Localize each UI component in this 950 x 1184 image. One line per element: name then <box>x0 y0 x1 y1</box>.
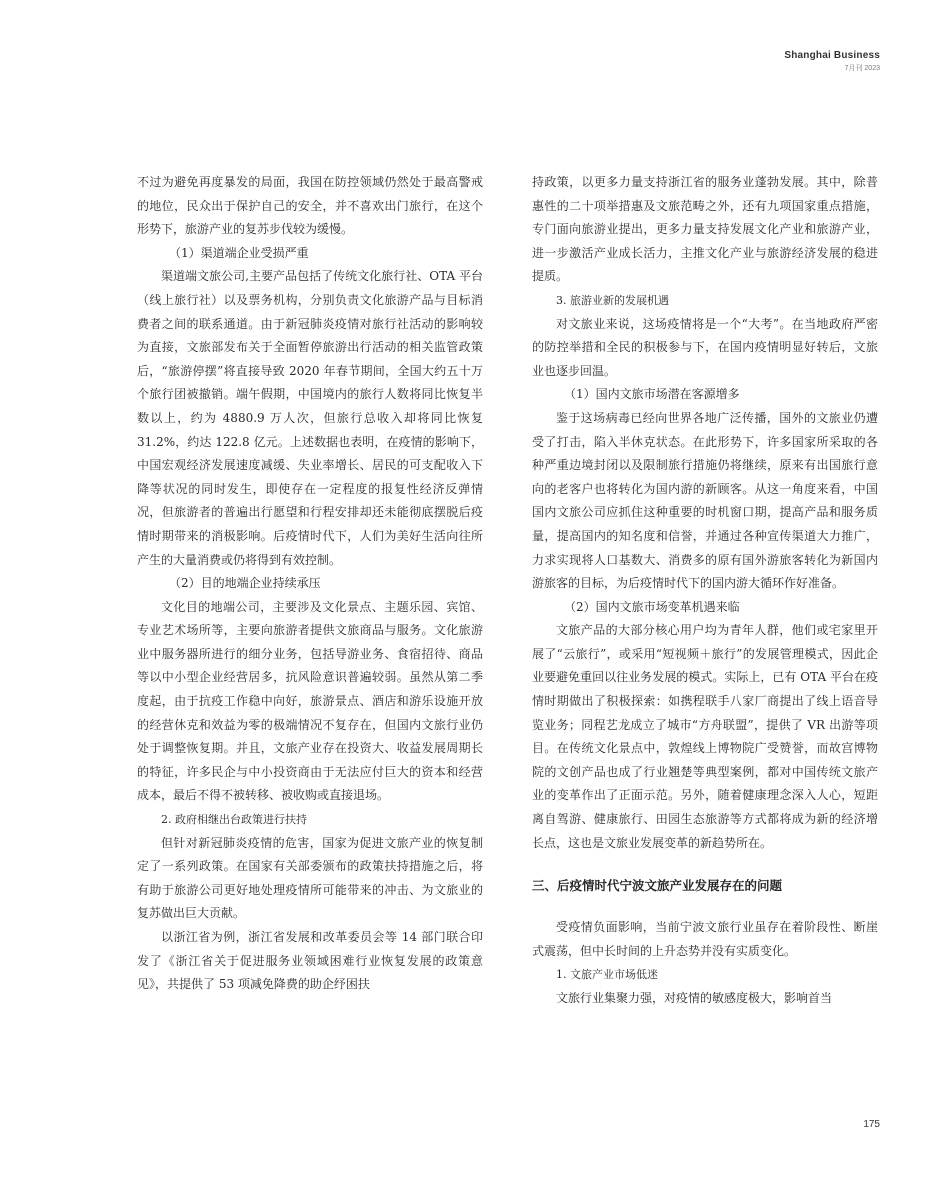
subheading: （1）国内文旅市场潜在客源增多 <box>564 387 740 402</box>
journal-header <box>784 50 880 73</box>
paragraph: 对文旅业来说，这场疫情将是一个“大考”。在当地政府严密的防控举措和全民的积极参与下，在国内疫情明显好转后，文旅业也逐步回温。 <box>532 316 878 378</box>
paragraph: 受疫情负面影响，当前宁波文旅行业虽存在着阶段性、断崖式震荡，但中长时间的上升态势并没有实质变化。 <box>532 920 878 958</box>
section-heading: 三、后疫情时代宁波文旅产业发展存在的问题 <box>532 878 783 894</box>
paragraph: 文旅行业集聚力强，对疫情的敏感度极大，影响首当 <box>556 991 833 1005</box>
subheading: 3. 旅游业新的发展机遇 <box>556 293 669 307</box>
journal-issue: 7月刊 2023 <box>844 65 880 72</box>
paragraph: 鉴于这场病毒已经向世界各地广泛传播，国外的文旅业仍遭受了打击，陷入半休克状态。在此形势下，许多国家所采取的各种严重边境封闭以及限制旅行措施仍将继续，原来有出国旅行意向的老客户也将转化为国内游的新顾客。从这一角度来看，中国国内文旅公司应抓住这种重要的时机窗口期，提高产品和服务质量，提高国内的知名度和信誉，并通过各种宣传渠道大力推广，力求实现将人口基数大、消费多的原有国外游旅客转化为新国内游旅客的目标，为后疫情时代下的国内游大循环作好准备。 <box>532 410 878 591</box>
subheading: （2）目的地端企业持续承压 <box>169 576 321 591</box>
journal-brand: Shanghai Business <box>784 50 880 61</box>
subheading: 1. 文旅产业市场低迷 <box>556 968 658 982</box>
paragraph: 以浙江省为例，浙江省发展和改革委员会等 14 部门联合印发了《浙江省关于促进服务业领域困难行业恢复发展的政策意见》，共提供了 53 项减免降费的助企纾困扶 <box>137 930 483 992</box>
paragraph: 但针对新冠肺炎疫情的危害，国家为促进文旅产业的恢复制定了一系列政策。在国家有关部委颁布的政策扶持措施之后，将有助于旅游公司更好地处理疫情所可能带来的冲击、为文旅业的复苏做出巨大贡献。 <box>137 835 483 921</box>
paragraph: 文旅产品的大部分核心用户均为青年人群，他们或宅家里开展了“云旅行”，或采用“短视频＋旅行”的发展管理模式，因此企业要避免重回以往业务发展的模式。实际上，已有 OTA 平台在疫情时期做出了积极探索：如携程联手八家厂商提出了线上语音导览业务；同程艺龙成立了城市“方舟联盟”，提供了 VR 出游等项目。在传统文化景点中，敦煌线上博物院广受赞誉，而故宫博物院的文创产品也成了行业翘楚等典型案例，都对中国传统文旅产业的变革作出了正面示范。另外，随着健康理念深入人心，短距离自驾游、健康旅行、田园生态旅游等方式都将成为新的经济增长点，这也是文旅业发展变革的新趋势所在。 <box>532 623 878 850</box>
paragraph: 持政策，以更多力量支持浙江省的服务业蓬勃发展。其中，除普惠性的二十项举措惠及文旅范畴之外，还有九项国家重点措施，专门面向旅游业提出，更多力量支持发展文化产业和旅游产业，进一步激活产业成长活力，主推文化产业与旅游经济发展的稳进提质。 <box>532 175 878 284</box>
paragraph: 文化目的地端公司，主要涉及文化景点、主题乐园、宾馆、专业艺术场所等，主要向旅游者提供文旅商品与服务。文化旅游业中服务器所进行的细分业务，包括导游业务、食宿招待、商品等以中小型企业经营居多，抗风险意识普遍较弱。虽然从第二季度起，由于抗疫工作稳中向好，旅游景点、酒店和游乐设施开放的经营休克和效益为零的极端情况不复存在，但国内文旅行业仍处于调整恢复期。并且，文旅产业存在投资大、收益发展周期长的特征，许多民企与中小投资商由于无法应付巨大的资本和经营成本，最后不得不被转移、被收购或直接退场。 <box>137 599 483 803</box>
right-column <box>532 171 878 1011</box>
paragraph: 渠道端文旅公司,主要产品包括了传统文化旅行社、OTA 平台（线上旅行社）以及票务机构，分别负责文化旅游产品与目标消费者之间的联系通道。由于新冠肺炎疫情对旅行社活动的影响较为直接，文旅部发布关于全面暂停旅游出行活动的相关监管政策后，“旅游停摆”将直接导致 2020 年春节期间，全国大约五十万个旅行团被撤销。端午假期，中国境内的旅行人数将同比恢复半数以上，约为 4880.9 万人次，但旅行总收入却将同比恢复 31.2%，约达 122.8 亿元。上述数据也表明，在疫情的影响下，中国宏观经济发展速度减缓、失业率增长、居民的可支配收入下降等状况的同时发生，即使存在一定程度的报复性经济反弹情况，但旅游者的普遍出行愿望和行程安排却还未能彻底摆脱后疫情时期带来的消极影响。后疫情时代下，人们为美好生活向往所产生的大量消费或仍将得到有效控制。 <box>137 269 483 567</box>
left-column <box>137 171 483 997</box>
subheading: 2. 政府相继出台政策进行扶持 <box>161 813 307 827</box>
subheading: （1）渠道端企业受损严重 <box>169 245 309 260</box>
page-number: 175 <box>863 1119 880 1130</box>
paragraph: 不过为避免再度暴发的局面，我国在防控领域仍然处于最高警戒的地位，民众出于保护自己的安全，并不喜欢出门旅行，在这个形势下，旅游产业的复苏步伐较为缓慢。 <box>137 175 483 237</box>
subheading: （2）国内文旅市场变革机遇来临 <box>564 599 740 614</box>
